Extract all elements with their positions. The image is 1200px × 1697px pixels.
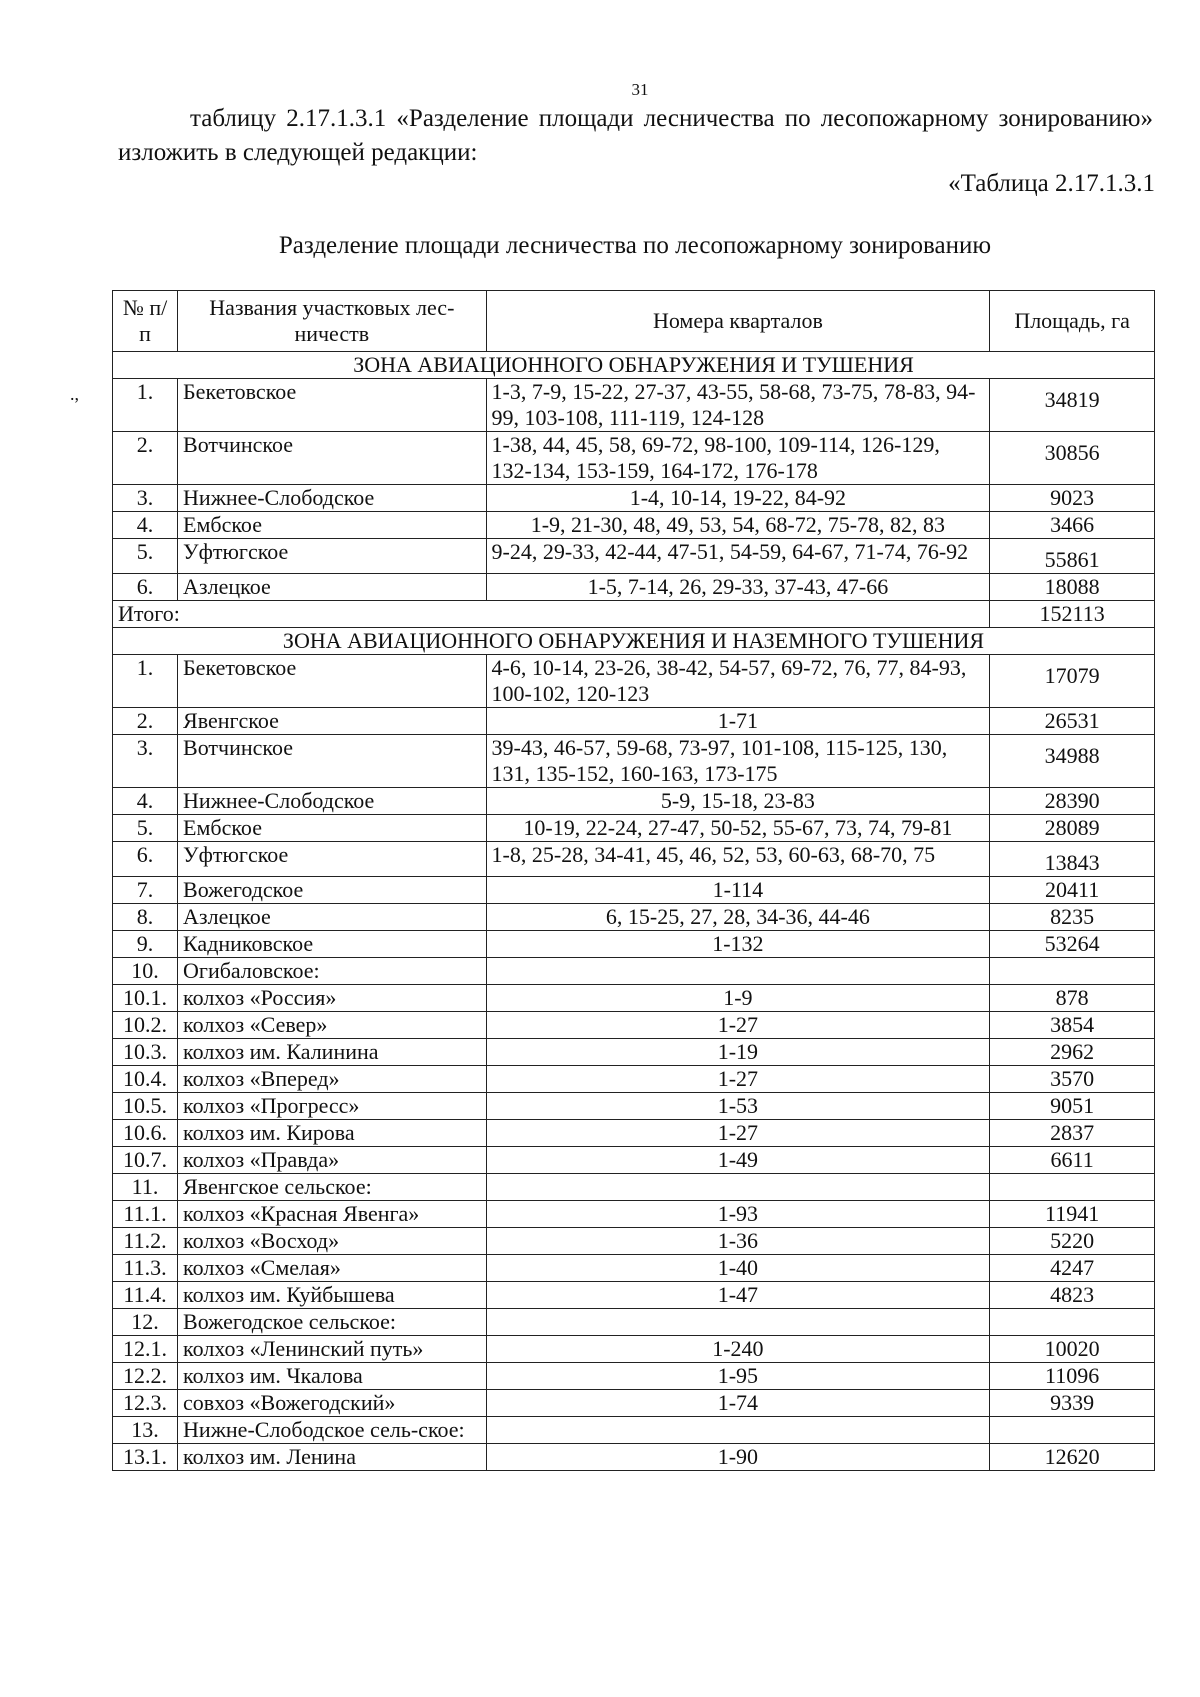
row-quarters: 1-49 (486, 1147, 990, 1174)
row-name: Бекетовское (178, 655, 487, 708)
header-area: Площадь, га (990, 291, 1155, 352)
table-row (113, 788, 1155, 815)
row-area: 28390 (990, 788, 1155, 815)
table-row (113, 1309, 1155, 1336)
table-row (113, 1201, 1155, 1228)
row-num: 4. (113, 512, 178, 539)
header-name: Названия участковых лес-ничеств (178, 291, 487, 352)
row-name: колхоз «Вперед» (178, 1066, 487, 1093)
row-area: 20411 (990, 877, 1155, 904)
zone-header-row (113, 628, 1155, 655)
table-row (113, 379, 1155, 432)
row-num: 3. (113, 485, 178, 512)
row-num: 3. (113, 735, 178, 788)
row-name: Вотчинское (178, 432, 487, 485)
row-name: Вожегодское (178, 877, 487, 904)
row-quarters: 6, 15-25, 27, 28, 34-36, 44-46 (486, 904, 990, 931)
row-name: колхоз им. Куйбышева (178, 1282, 487, 1309)
row-quarters: 5-9, 15-18, 23-83 (486, 788, 990, 815)
row-area: 2962 (990, 1039, 1155, 1066)
row-quarters: 1-38, 44, 45, 58, 69-72, 98-100, 109-114, 126-129, 132-134, 153-159, 164-172, 176-178 (486, 432, 990, 485)
row-num: 2. (113, 432, 178, 485)
row-area: 6611 (990, 1147, 1155, 1174)
row-area: 18088 (990, 574, 1155, 601)
header-quarters: Номера кварталов (486, 291, 990, 352)
table-row (113, 735, 1155, 788)
row-num: 11.3. (113, 1255, 178, 1282)
table-row (113, 1120, 1155, 1147)
row-name: колхоз «Восход» (178, 1228, 487, 1255)
row-quarters: 1-95 (486, 1363, 990, 1390)
zone1-title: ЗОНА АВИАЦИОННОГО ОБНАРУЖЕНИЯ И ТУШЕНИЯ (113, 352, 1155, 379)
row-num: 12.3. (113, 1390, 178, 1417)
table-row (113, 485, 1155, 512)
row-area: 9339 (990, 1390, 1155, 1417)
row-area: 3570 (990, 1066, 1155, 1093)
row-area: 878 (990, 985, 1155, 1012)
row-num: 10.5. (113, 1093, 178, 1120)
row-area: 34988 (990, 735, 1155, 788)
table-row (113, 574, 1155, 601)
row-num: 8. (113, 904, 178, 931)
row-area: 2837 (990, 1120, 1155, 1147)
table-row (113, 877, 1155, 904)
table-row (113, 1174, 1155, 1201)
row-area: 13843 (990, 842, 1155, 877)
row-area: 8235 (990, 904, 1155, 931)
row-quarters: 1-114 (486, 877, 990, 904)
table-row (113, 1363, 1155, 1390)
table-row (113, 1255, 1155, 1282)
table-title: Разделение площади лесничества по лесопожарному зонированию (278, 232, 992, 259)
row-quarters: 1-240 (486, 1336, 990, 1363)
table-row (113, 1012, 1155, 1039)
row-name: Вотчинское (178, 735, 487, 788)
row-quarters: 1-132 (486, 931, 990, 958)
row-quarters: 1-4, 10-14, 19-22, 84-92 (486, 485, 990, 512)
row-name: колхоз «Север» (178, 1012, 487, 1039)
row-num: 11.4. (113, 1282, 178, 1309)
row-name: Ембское (178, 815, 487, 842)
row-area: 11941 (990, 1201, 1155, 1228)
row-quarters: 9-24, 29-33, 42-44, 47-51, 54-59, 64-67, 71-74, 76-92 (486, 539, 990, 574)
table-header-row (113, 291, 1155, 352)
row-name: колхоз «Правда» (178, 1147, 487, 1174)
total-value: 152113 (990, 601, 1155, 628)
zoning-table (112, 290, 1155, 1471)
page-number: 31 (631, 80, 649, 99)
row-quarters: 1-93 (486, 1201, 990, 1228)
table-row (113, 1336, 1155, 1363)
table-row (113, 655, 1155, 708)
row-num: 11.2. (113, 1228, 178, 1255)
row-num: 10. (113, 958, 178, 985)
row-area: 3466 (990, 512, 1155, 539)
row-quarters: 1-3, 7-9, 15-22, 27-37, 43-55, 58-68, 73-75, 78-83, 94-99, 103-108, 111-119, 124-128 (486, 379, 990, 432)
row-name: Вожегодское сельское: (178, 1309, 487, 1336)
table-reference: «Таблица 2.17.1.3.1 (948, 170, 1155, 197)
row-quarters: 10-19, 22-24, 27-47, 50-52, 55-67, 73, 74, 79-81 (486, 815, 990, 842)
row-area (990, 1309, 1155, 1336)
row-quarters: 1-5, 7-14, 26, 29-33, 37-43, 47-66 (486, 574, 990, 601)
row-name: колхоз «Смелая» (178, 1255, 487, 1282)
table-row (113, 1390, 1155, 1417)
row-name: колхоз «Красная Явенга» (178, 1201, 487, 1228)
row-num: 13. (113, 1417, 178, 1444)
table-row (113, 1093, 1155, 1120)
row-area: 55861 (990, 539, 1155, 574)
row-quarters (486, 1309, 990, 1336)
row-quarters (486, 1174, 990, 1201)
row-num: 10.1. (113, 985, 178, 1012)
row-name: колхоз им. Чкалова (178, 1363, 487, 1390)
row-num: 4. (113, 788, 178, 815)
row-quarters: 1-27 (486, 1120, 990, 1147)
row-name: колхоз «Прогресс» (178, 1093, 487, 1120)
row-name: Уфтюгское (178, 842, 487, 877)
row-quarters: 1-19 (486, 1039, 990, 1066)
row-num: 13.1. (113, 1444, 178, 1471)
row-num: 5. (113, 815, 178, 842)
header-num: № п/п (113, 291, 178, 352)
table-row (113, 1444, 1155, 1471)
table-row (113, 985, 1155, 1012)
row-quarters: 1-27 (486, 1066, 990, 1093)
row-name: Нижнее-Слободское (178, 485, 487, 512)
row-area: 11096 (990, 1363, 1155, 1390)
row-area: 34819 (990, 379, 1155, 432)
row-quarters: 1-53 (486, 1093, 990, 1120)
row-name: Огибаловское: (178, 958, 487, 985)
table-row (113, 539, 1155, 574)
table-row (113, 1282, 1155, 1309)
row-area: 17079 (990, 655, 1155, 708)
row-name: колхоз «Россия» (178, 985, 487, 1012)
row-area: 4823 (990, 1282, 1155, 1309)
table-row (113, 1147, 1155, 1174)
intro-paragraph: таблицу 2.17.1.3.1 «Разделение площади лесничества по лесопожарному зонированию» изложить в следующей редакции: (118, 105, 1153, 166)
row-num: 6. (113, 574, 178, 601)
row-name: колхоз им. Ленина (178, 1444, 487, 1471)
row-name: Явенгское (178, 708, 487, 735)
row-area: 10020 (990, 1336, 1155, 1363)
table-row (113, 1228, 1155, 1255)
table-row (113, 958, 1155, 985)
table-row (113, 815, 1155, 842)
row-name: Кадниковское (178, 931, 487, 958)
row-name: Явенгское сельское: (178, 1174, 487, 1201)
row-num: 7. (113, 877, 178, 904)
row-quarters: 1-9, 21-30, 48, 49, 53, 54, 68-72, 75-78, 82, 83 (486, 512, 990, 539)
row-num: 1. (113, 655, 178, 708)
row-area: 30856 (990, 432, 1155, 485)
row-num: 10.3. (113, 1039, 178, 1066)
row-quarters: 4-6, 10-14, 23-26, 38-42, 54-57, 69-72, 76, 77, 84-93, 100-102, 120-123 (486, 655, 990, 708)
row-num: 10.4. (113, 1066, 178, 1093)
row-name: Бекетовское (178, 379, 487, 432)
row-num: 10.6. (113, 1120, 178, 1147)
row-name: колхоз им. Калинина (178, 1039, 487, 1066)
row-area: 26531 (990, 708, 1155, 735)
table-row (113, 1417, 1155, 1444)
row-quarters: 1-90 (486, 1444, 990, 1471)
row-area: 53264 (990, 931, 1155, 958)
row-area (990, 958, 1155, 985)
scan-mark: ., (70, 384, 79, 404)
row-area (990, 1174, 1155, 1201)
total-row (113, 601, 1155, 628)
row-num: 11.1. (113, 1201, 178, 1228)
row-quarters: 1-27 (486, 1012, 990, 1039)
row-quarters: 1-40 (486, 1255, 990, 1282)
row-name: Нижнее-Слободское (178, 788, 487, 815)
zone-header-row (113, 352, 1155, 379)
row-num: 2. (113, 708, 178, 735)
row-quarters: 1-71 (486, 708, 990, 735)
row-area: 9051 (990, 1093, 1155, 1120)
row-num: 10.2. (113, 1012, 178, 1039)
row-name: Нижне-Слободское сель-ское: (178, 1417, 487, 1444)
row-num: 5. (113, 539, 178, 574)
row-quarters: 1-74 (486, 1390, 990, 1417)
row-name: колхоз им. Кирова (178, 1120, 487, 1147)
table-row (113, 432, 1155, 485)
row-name: колхоз «Ленинский путь» (178, 1336, 487, 1363)
row-num: 6. (113, 842, 178, 877)
row-quarters: 1-47 (486, 1282, 990, 1309)
table-body (113, 352, 1155, 1471)
row-num: 10.7. (113, 1147, 178, 1174)
row-area: 12620 (990, 1444, 1155, 1471)
row-quarters (486, 958, 990, 985)
table-row (113, 1066, 1155, 1093)
row-quarters: 1-9 (486, 985, 990, 1012)
row-name: совхоз «Вожегодский» (178, 1390, 487, 1417)
row-num: 12.2. (113, 1363, 178, 1390)
row-num: 11. (113, 1174, 178, 1201)
row-area: 5220 (990, 1228, 1155, 1255)
row-name: Ембское (178, 512, 487, 539)
row-quarters: 39-43, 46-57, 59-68, 73-97, 101-108, 115-125, 130, 131, 135-152, 160-163, 173-175 (486, 735, 990, 788)
zone2-title: ЗОНА АВИАЦИОННОГО ОБНАРУЖЕНИЯ И НАЗЕМНОГО ТУШЕНИЯ (113, 628, 1155, 655)
table-row (113, 708, 1155, 735)
row-area: 4247 (990, 1255, 1155, 1282)
row-num: 1. (113, 379, 178, 432)
table-row (113, 512, 1155, 539)
table-row (113, 842, 1155, 877)
total-label: Итого: (113, 601, 990, 628)
row-area (990, 1417, 1155, 1444)
row-name: Азлецкое (178, 904, 487, 931)
row-quarters: 1-8, 25-28, 34-41, 45, 46, 52, 53, 60-63, 68-70, 75 (486, 842, 990, 877)
row-area: 28089 (990, 815, 1155, 842)
row-num: 9. (113, 931, 178, 958)
row-quarters: 1-36 (486, 1228, 990, 1255)
table-row (113, 931, 1155, 958)
row-num: 12. (113, 1309, 178, 1336)
table-row (113, 1039, 1155, 1066)
row-num: 12.1. (113, 1336, 178, 1363)
table-row (113, 904, 1155, 931)
row-quarters (486, 1417, 990, 1444)
row-area: 3854 (990, 1012, 1155, 1039)
row-name: Азлецкое (178, 574, 487, 601)
row-area: 9023 (990, 485, 1155, 512)
row-name: Уфтюгское (178, 539, 487, 574)
